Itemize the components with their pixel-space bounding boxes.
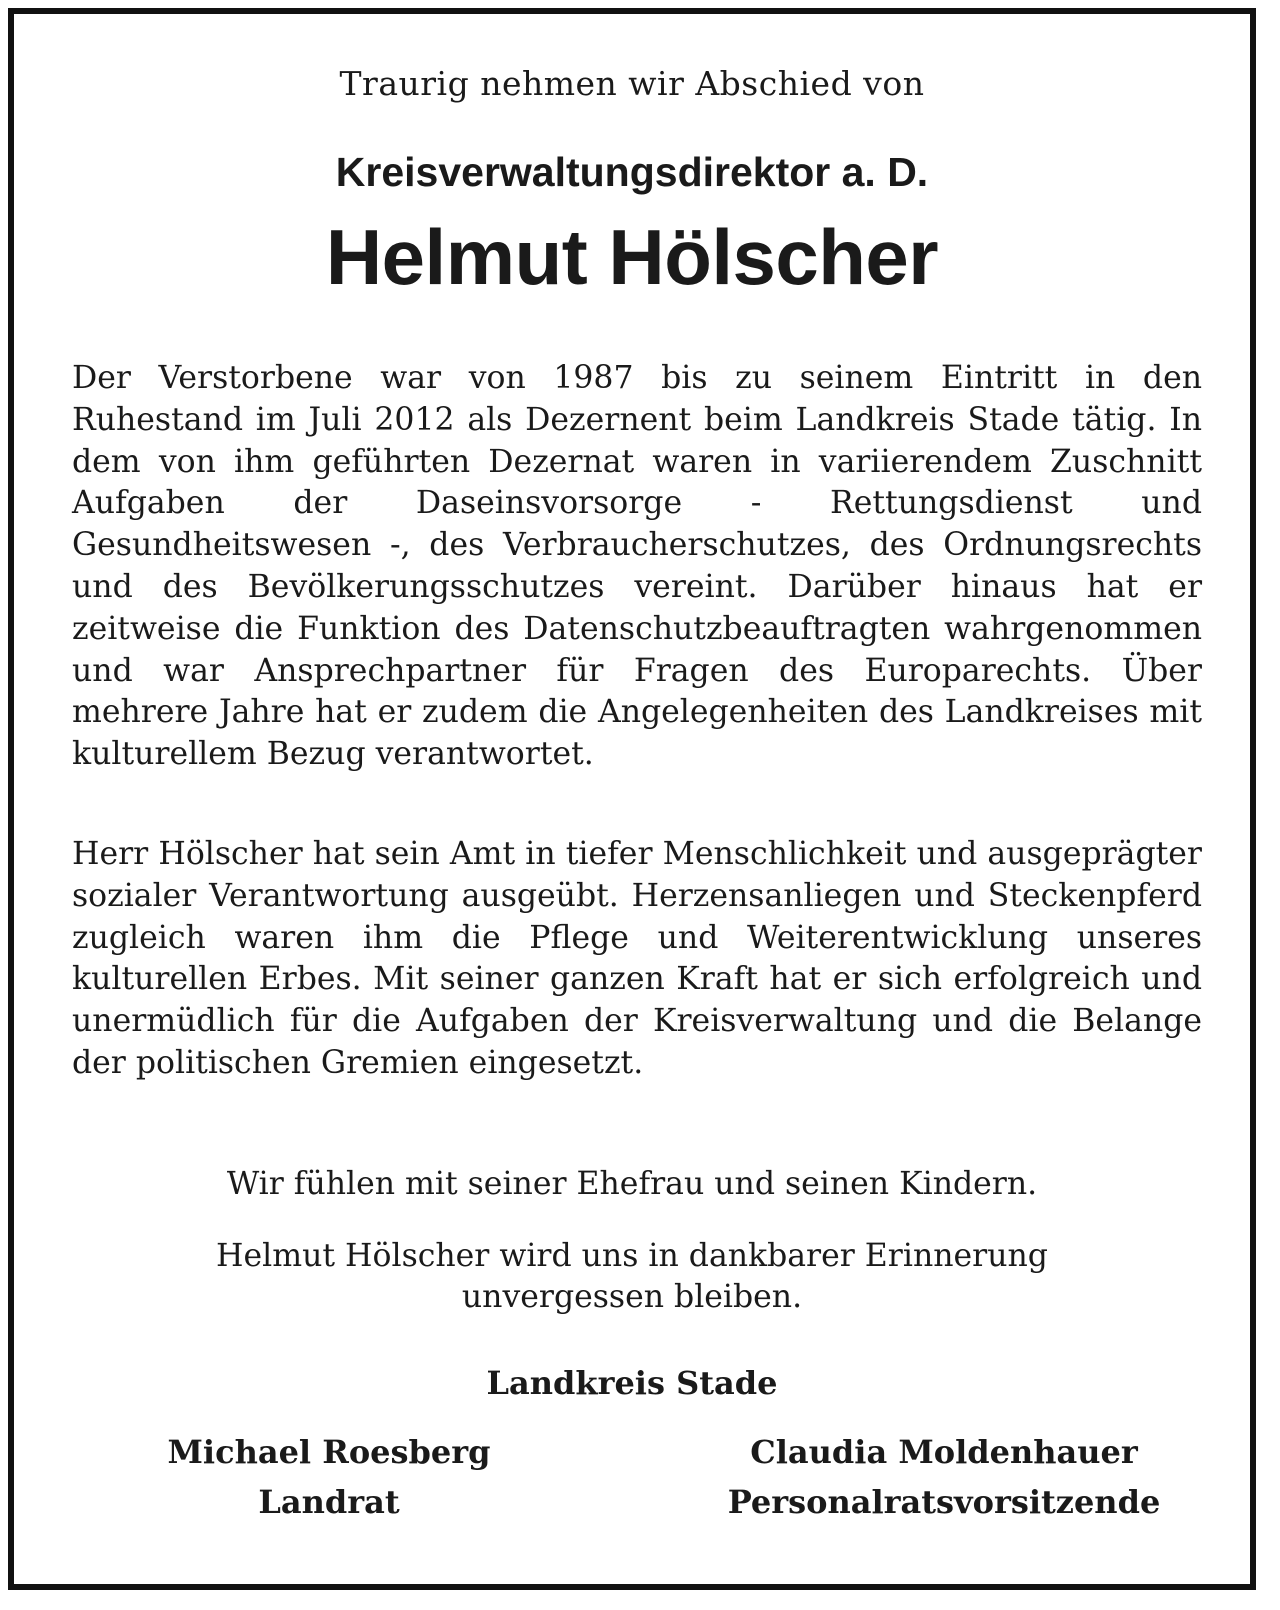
signer-title: Personalratsvorsitzende <box>727 1483 1161 1521</box>
tribute-paragraph: Herr Hölscher hat sein Amt in tiefer Menschlichkeit und ausgeprägter sozialer Verantwortung ausgeübt. Herzensanliegen und Steckenpferd zugleich waren ihm die Pflege und Weiterentwicklung unseres kulturellen Erbes. Mit seiner ganzen Kraft hat er sich erfolgreich und unermüdlich für die Aufgaben der Kreisverwaltung und die Belange der politischen Gremien eingesetzt. <box>72 836 1202 1081</box>
memory-line-2: unvergessen bleiben. <box>461 1279 803 1315</box>
sympathy-line: Wir fühlen mit seiner Ehefrau und seinen Kindern. <box>226 1166 1038 1202</box>
deceased-name: Helmut Hölscher <box>325 213 939 301</box>
signer-name: Michael Roesberg <box>167 1433 491 1471</box>
organization-name: Landkreis Stade <box>486 1364 778 1402</box>
memory-line-1: Helmut Hölscher wird uns in dankbarer Erinnerung <box>216 1238 1048 1274</box>
signer-name: Claudia Moldenhauer <box>750 1433 1138 1471</box>
signature-right <box>694 1427 1194 1527</box>
memory-statement <box>14 1236 1250 1318</box>
signature-left <box>84 1427 574 1527</box>
signer-title: Landrat <box>258 1483 400 1521</box>
intro-line: Traurig nehmen wir Abschied von <box>339 64 925 103</box>
career-paragraph: Der Verstorbene war von 1987 bis zu seinem Eintritt in den Ruhestand im Juli 2012 als Dezernent beim Landkreis Stade tätig. In dem von ihm geführten Dezernat waren in variierendem Zuschnitt Aufgaben der Daseinsvorsorge - Rettungsdienst und Gesundheitswesen -, des Verbraucherschutzes, des Ordnungsrechts und des Bevölkerungsschutzes vereint. Darüber hinaus hat er zeitweise die Funktion des Datenschutzbeauftragten wahrgenommen und war Ansprechpartner für Fragen des Europarechts. Über mehrere Jahre hat er zudem die Angelegenheiten des Landkreises mit kulturellem Bezug verantwortet. <box>72 360 1202 773</box>
obituary-notice <box>8 8 1256 1590</box>
deceased-rank: Kreisverwaltungsdirektor a. D. <box>335 149 929 195</box>
